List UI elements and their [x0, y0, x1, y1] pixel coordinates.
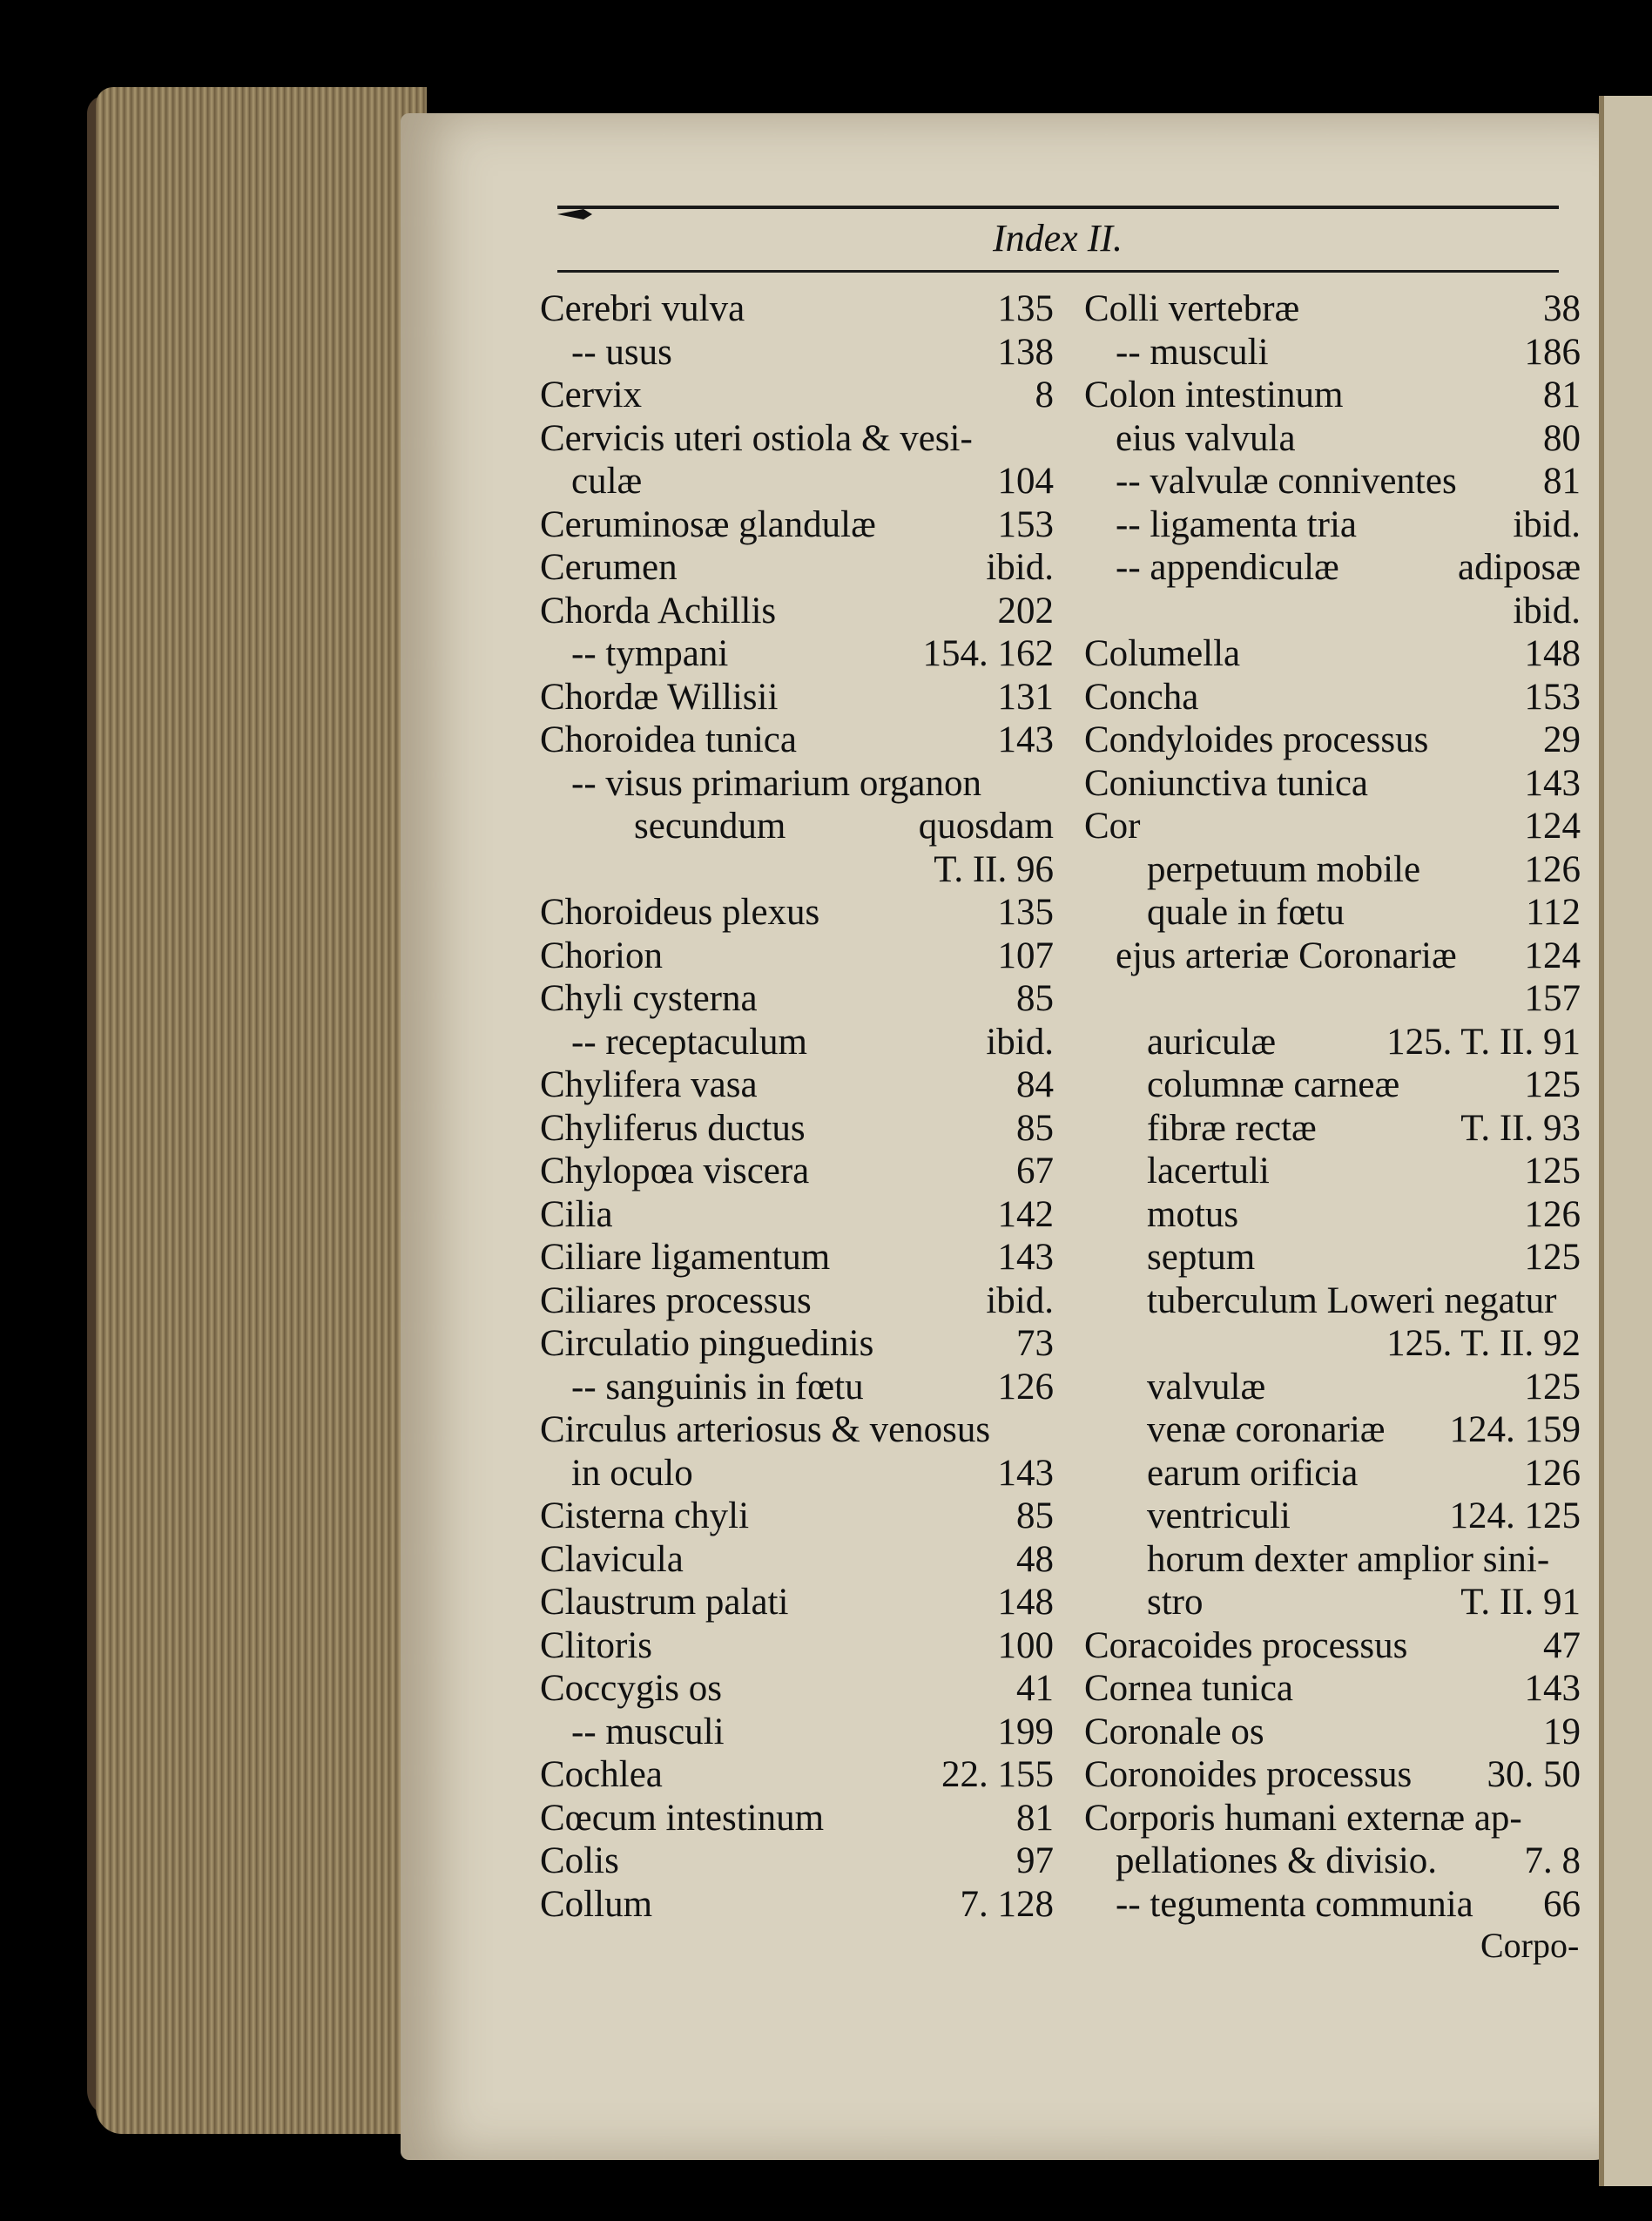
index-entry [1084, 1883, 1581, 1927]
index-entry [1084, 590, 1581, 633]
index-page-ref: 41 [1016, 1668, 1054, 1709]
index-term: Chorion [540, 935, 663, 976]
index-entry [540, 1797, 1054, 1840]
index-term: Colon intestinum [1084, 375, 1344, 415]
index-page-ref: 47 [1543, 1624, 1581, 1666]
index-term: motus [1147, 1193, 1239, 1235]
index-term: Coronoides processus [1084, 1754, 1413, 1795]
index-page-ref: 143 [997, 1237, 1054, 1278]
index-page-ref: ibid. [986, 547, 1054, 588]
index-term: Cerebri vulva [540, 288, 745, 329]
index-term: Coronale os [1084, 1711, 1264, 1752]
index-entry [1084, 1150, 1581, 1193]
catchword: Corpo- [1480, 1926, 1580, 1965]
index-term: Clavicula [540, 1538, 684, 1580]
index-page-ref: 67 [1016, 1151, 1054, 1192]
index-page-ref: 80 [1543, 417, 1581, 459]
index-page-ref: 142 [997, 1193, 1054, 1235]
index-page-ref: 125 [1524, 1366, 1581, 1408]
index-page-ref: 81 [1016, 1797, 1054, 1839]
index-entry [540, 676, 1054, 719]
index-entry [1084, 1193, 1581, 1237]
index-page-ref: 19 [1543, 1711, 1581, 1752]
index-page-ref: 125 [1524, 1064, 1581, 1105]
index-entry [540, 590, 1054, 633]
index-term: Cervix [540, 375, 643, 415]
index-term: Cœcum intestinum [540, 1797, 825, 1839]
index-entry [1084, 891, 1581, 935]
header-rule-top [557, 206, 1559, 209]
index-entry [1084, 1581, 1581, 1624]
index-page-ref: 48 [1016, 1538, 1054, 1580]
index-term: -- tympani [571, 633, 729, 674]
index-page-ref: 143 [997, 1452, 1054, 1494]
index-entry [540, 1840, 1054, 1883]
index-term: Chyliferus ductus [540, 1107, 806, 1149]
index-entry [540, 1236, 1054, 1279]
index-column-right [1084, 287, 1581, 1926]
index-term: Ciliare ligamentum [540, 1237, 831, 1278]
index-entry [1084, 1366, 1581, 1409]
index-entry [540, 1063, 1054, 1107]
index-term: Chyli cysterna [540, 978, 758, 1019]
index-term: culæ [571, 461, 643, 502]
index-term: Choroidea tunica [540, 719, 797, 760]
index-term: tuberculum Loweri negatur [1147, 1279, 1557, 1321]
index-entry [1084, 977, 1581, 1021]
index-entry [1084, 1538, 1581, 1582]
index-entry [540, 1452, 1054, 1495]
index-page-ref: 202 [997, 590, 1054, 631]
index-page-ref: 73 [1016, 1323, 1054, 1364]
index-page-ref: quosdam [918, 806, 1054, 847]
index-entry [540, 503, 1054, 547]
index-entry [540, 417, 1054, 461]
index-entry [540, 331, 1054, 375]
index-entry [540, 977, 1054, 1021]
index-term: Chylifera vasa [540, 1064, 758, 1105]
index-entry [1084, 1797, 1581, 1840]
index-page-ref: 7. 8 [1524, 1840, 1581, 1881]
index-page-ref: 100 [997, 1624, 1054, 1666]
index-term: fibræ rectæ [1147, 1107, 1317, 1149]
index-term: -- usus [571, 331, 672, 373]
index-entry [1084, 762, 1581, 806]
index-entry [540, 1279, 1054, 1323]
index-page-ref: 124 [1524, 806, 1581, 847]
index-entry [1084, 374, 1581, 417]
header-rule-bottom [557, 270, 1559, 273]
index-page-ref: 143 [997, 719, 1054, 760]
index-entry [1084, 287, 1581, 331]
index-entry [540, 546, 1054, 590]
index-term: Coracoides processus [1084, 1624, 1408, 1666]
index-page-ref: 22. 155 [941, 1754, 1054, 1795]
index-entry [1084, 1840, 1581, 1883]
index-page-ref: 138 [997, 331, 1054, 373]
index-entry [540, 287, 1054, 331]
index-page-ref: 29 [1543, 719, 1581, 760]
index-page-ref: T. II. 91 [1460, 1582, 1581, 1623]
index-term: ventriculi [1147, 1495, 1291, 1536]
index-term: ejus arteriæ Coronariæ [1116, 935, 1457, 976]
index-page-ref: 148 [997, 1582, 1054, 1623]
index-entry [540, 632, 1054, 676]
index-term: venæ coronariæ [1147, 1409, 1386, 1450]
index-entry [1084, 1452, 1581, 1495]
index-page-ref: 38 [1543, 288, 1581, 329]
index-entry [540, 719, 1054, 762]
index-page-ref: 124. 159 [1449, 1409, 1581, 1450]
index-term: septum [1147, 1237, 1256, 1278]
index-entry [540, 1322, 1054, 1366]
index-entry [1084, 460, 1581, 503]
index-entry [540, 1624, 1054, 1668]
index-term: columnæ carneæ [1147, 1064, 1400, 1105]
index-term: Colli vertebræ [1084, 288, 1300, 329]
index-entry [1084, 503, 1581, 547]
index-entry [540, 891, 1054, 935]
index-term: Coniunctiva tunica [1084, 762, 1369, 804]
page-title: Index II. [993, 217, 1123, 260]
index-entry [540, 935, 1054, 978]
index-page-ref: 84 [1016, 1064, 1054, 1105]
index-page-ref: ibid. [986, 1021, 1054, 1063]
index-entry [540, 1366, 1054, 1409]
index-term: Condyloides processus [1084, 719, 1429, 760]
rule-ornament-icon [557, 206, 592, 223]
index-page-ref: 135 [997, 288, 1054, 329]
index-page-ref: ibid. [1513, 503, 1581, 545]
index-entry [540, 1150, 1054, 1193]
index-term: perpetuum mobile [1147, 848, 1421, 890]
index-term: Clitoris [540, 1624, 653, 1666]
index-term: Concha [1084, 676, 1199, 718]
index-term: in oculo [571, 1452, 693, 1494]
index-page-ref: T. II. 96 [934, 848, 1054, 890]
index-page-ref: 97 [1016, 1840, 1054, 1881]
index-term: -- valvulæ conniventes [1116, 461, 1457, 502]
index-entry [540, 1193, 1054, 1237]
index-entry [540, 1495, 1054, 1538]
index-page-ref: 154. 162 [922, 633, 1054, 674]
index-term: Cervicis uteri ostiola & vesi- [540, 417, 973, 459]
index-entry [540, 1408, 1054, 1452]
index-term: Circulus arteriosus & venosus [540, 1409, 991, 1450]
index-page-ref: 30. 50 [1487, 1754, 1581, 1795]
index-entry [1084, 1408, 1581, 1452]
index-entry [540, 1107, 1054, 1151]
index-term: lacertuli [1147, 1151, 1270, 1192]
index-entry [1084, 1021, 1581, 1064]
index-term: stro [1147, 1582, 1204, 1623]
index-page-ref: 157 [1524, 978, 1581, 1019]
index-term: Chylopœa viscera [540, 1151, 810, 1192]
index-entry [1084, 848, 1581, 892]
index-term: Cilia [540, 1193, 613, 1235]
index-term: Cochlea [540, 1754, 663, 1795]
index-page-ref: 104 [997, 461, 1054, 502]
index-column-left [540, 287, 1054, 1926]
index-term: Coccygis os [540, 1668, 723, 1709]
index-entry [540, 805, 1054, 848]
index-entry [540, 1711, 1054, 1754]
index-entry [1084, 1495, 1581, 1538]
index-entry [1084, 1107, 1581, 1151]
index-entry [1084, 546, 1581, 590]
index-term: Columella [1084, 633, 1241, 674]
index-page-ref: 66 [1543, 1883, 1581, 1925]
index-page-ref: 85 [1016, 1495, 1054, 1536]
index-term: -- receptaculum [571, 1021, 807, 1063]
index-page-ref: 131 [997, 676, 1054, 718]
index-page-ref: 153 [997, 503, 1054, 545]
index-page-ref: adiposæ [1458, 547, 1581, 588]
index-page-ref: 126 [1524, 1193, 1581, 1235]
index-entry [1084, 417, 1581, 461]
index-term: Cerumen [540, 547, 678, 588]
index-page-ref: 81 [1543, 461, 1581, 502]
index-entry [540, 460, 1054, 503]
index-term: horum dexter amplior sini- [1147, 1538, 1550, 1580]
index-term: eius valvula [1116, 417, 1296, 459]
index-page-ref: 199 [997, 1711, 1054, 1752]
index-entry [540, 762, 1054, 806]
index-page-ref: 143 [1524, 762, 1581, 804]
index-term: Corporis humani externæ ap- [1084, 1797, 1522, 1839]
index-page-ref: 186 [1524, 331, 1581, 373]
index-entry [540, 374, 1054, 417]
index-term: Ciliares processus [540, 1279, 812, 1321]
index-page-ref: 107 [997, 935, 1054, 976]
index-page-ref: 135 [997, 892, 1054, 933]
index-entry [540, 1021, 1054, 1064]
index-page-ref: 125. T. II. 92 [1386, 1323, 1581, 1364]
index-term: secundum [634, 806, 786, 847]
index-entry [1084, 1753, 1581, 1797]
index-entry [540, 1538, 1054, 1582]
index-term: Cor [1084, 806, 1141, 847]
index-entry [1084, 1667, 1581, 1711]
index-page-ref: 153 [1524, 676, 1581, 718]
index-term: Ceruminosæ glandulæ [540, 503, 876, 545]
index-term: valvulæ [1147, 1366, 1266, 1408]
index-entry [1084, 1711, 1581, 1754]
index-entry [1084, 719, 1581, 762]
index-entry [540, 848, 1054, 892]
index-page-ref: 125 [1524, 1151, 1581, 1192]
index-term: Cisterna chyli [540, 1495, 750, 1536]
index-entry [1084, 1236, 1581, 1279]
index-page-ref: 125 [1524, 1237, 1581, 1278]
index-entry [1084, 1063, 1581, 1107]
index-entry [1084, 676, 1581, 719]
index-term: Chorda Achillis [540, 590, 777, 631]
index-page-ref: 124. 125 [1449, 1495, 1581, 1536]
index-term: auriculæ [1147, 1021, 1277, 1063]
index-entry [1084, 1279, 1581, 1323]
page-stack-edge [96, 87, 427, 2134]
index-term: -- musculi [1116, 331, 1269, 373]
index-term: -- musculi [571, 1711, 725, 1752]
index-term: Collum [540, 1883, 653, 1925]
index-page-ref: 125. T. II. 91 [1386, 1021, 1581, 1063]
index-term: quale in fœtu [1147, 892, 1345, 933]
index-page-ref: 85 [1016, 1107, 1054, 1149]
index-entry [1084, 632, 1581, 676]
index-entry [540, 1883, 1054, 1927]
index-page-ref: 143 [1524, 1668, 1581, 1709]
index-page-ref: 81 [1543, 375, 1581, 415]
index-page-ref: 7. 128 [960, 1883, 1054, 1925]
index-page-ref: ibid. [1513, 590, 1581, 631]
index-term: -- visus primarium organon [571, 762, 981, 804]
index-term: pellationes & divisio. [1116, 1840, 1438, 1881]
index-entry [1084, 1624, 1581, 1668]
index-entry [1084, 331, 1581, 375]
index-term: Circulatio pinguedinis [540, 1323, 874, 1364]
facing-page-edge [1599, 96, 1652, 2186]
index-page-ref: 85 [1016, 978, 1054, 1019]
index-term: Choroideus plexus [540, 892, 820, 933]
index-entry [1084, 1322, 1581, 1366]
index-term: earum orificia [1147, 1452, 1359, 1494]
index-entry [1084, 935, 1581, 978]
index-term: Cornea tunica [1084, 1668, 1293, 1709]
index-term: -- tegumenta communia [1116, 1883, 1473, 1925]
index-entry [540, 1753, 1054, 1797]
index-page-ref: 126 [997, 1366, 1054, 1408]
index-entry [540, 1581, 1054, 1624]
index-page-ref: 124 [1524, 935, 1581, 976]
index-entry [1084, 805, 1581, 848]
index-term: Chordæ Willisii [540, 676, 779, 718]
index-entry [540, 1667, 1054, 1711]
index-term: Claustrum palati [540, 1582, 789, 1623]
index-page-ref: 112 [1526, 892, 1581, 933]
index-term: -- sanguinis in fœtu [571, 1366, 864, 1408]
index-term: Colis [540, 1840, 619, 1881]
index-page-ref: 8 [1035, 375, 1054, 415]
index-page-ref: ibid. [986, 1279, 1054, 1321]
index-page-ref: 126 [1524, 848, 1581, 890]
index-page-ref: T. II. 93 [1460, 1107, 1581, 1149]
index-term: -- ligamenta tria [1116, 503, 1357, 545]
index-term: -- appendiculæ [1116, 547, 1339, 588]
index-page-ref: 148 [1524, 633, 1581, 674]
index-page-ref: 126 [1524, 1452, 1581, 1494]
